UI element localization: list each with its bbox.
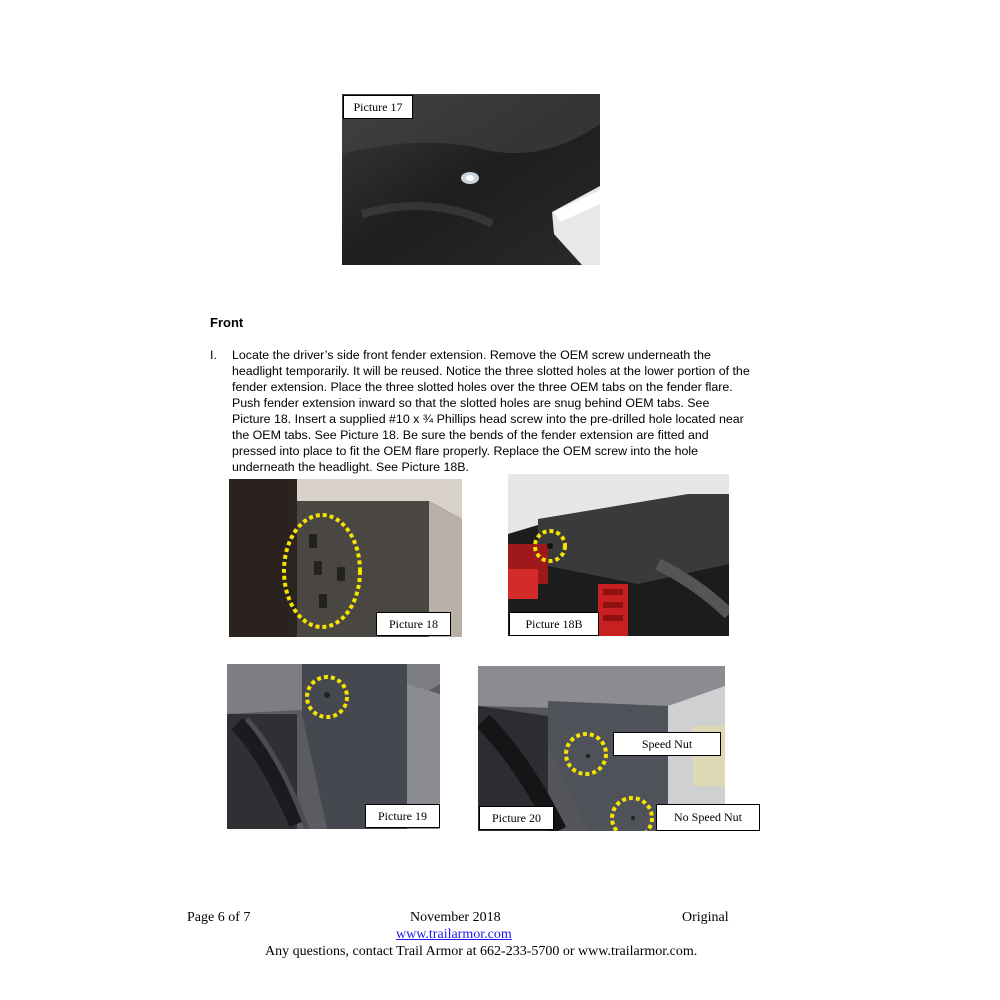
footer-status: Original bbox=[682, 910, 729, 925]
footer-date: November 2018 bbox=[410, 910, 501, 925]
speed-nut-callout: Speed Nut bbox=[613, 732, 721, 756]
picture-18b-label: Picture 18B bbox=[509, 612, 599, 636]
no-speed-nut-callout: No Speed Nut bbox=[656, 804, 760, 831]
picture-19-label: Picture 19 bbox=[365, 804, 440, 828]
picture-20-label: Picture 20 bbox=[479, 806, 554, 830]
picture-17-photo bbox=[342, 94, 600, 265]
item-marker: I. bbox=[210, 348, 217, 362]
footer-website-link[interactable]: www.trailarmor.com bbox=[396, 927, 512, 942]
instruction-line: pressed into place to fit the OEM flare properly. Replace the OEM screw into the hole bbox=[232, 444, 699, 458]
section-heading: Front bbox=[210, 315, 244, 330]
instruction-paragraph bbox=[232, 347, 832, 475]
footer-contact: Any questions, contact Trail Armor at 662-233-5700 or www.trailarmor.com. bbox=[265, 944, 698, 959]
instruction-line: underneath the headlight. See Picture 18B. bbox=[232, 460, 469, 474]
footer-page-number: Page 6 of 7 bbox=[187, 910, 251, 925]
instruction-line: Picture 18. Insert a supplied #10 x ¾ Phillips head screw into the pre-drilled hole located near bbox=[232, 412, 744, 426]
picture-18-label: Picture 18 bbox=[376, 612, 451, 636]
instruction-line: Locate the driver’s side front fender extension. Remove the OEM screw underneath the bbox=[232, 348, 711, 362]
instruction-line: fender extension. Place the three slotted holes over the three OEM tabs on the fender flare. bbox=[232, 380, 733, 394]
picture-17-label: Picture 17 bbox=[343, 95, 413, 119]
instruction-line: the OEM tabs. See Picture 18. Be sure the bends of the fender extension are fitted and bbox=[232, 428, 709, 442]
instruction-line: headlight temporarily. It will be reused. Notice the three slotted holes at the lower portion of the bbox=[232, 364, 750, 378]
instruction-line: Push fender extension inward so that the slotted holes are snug behind OEM tabs. See bbox=[232, 396, 710, 410]
